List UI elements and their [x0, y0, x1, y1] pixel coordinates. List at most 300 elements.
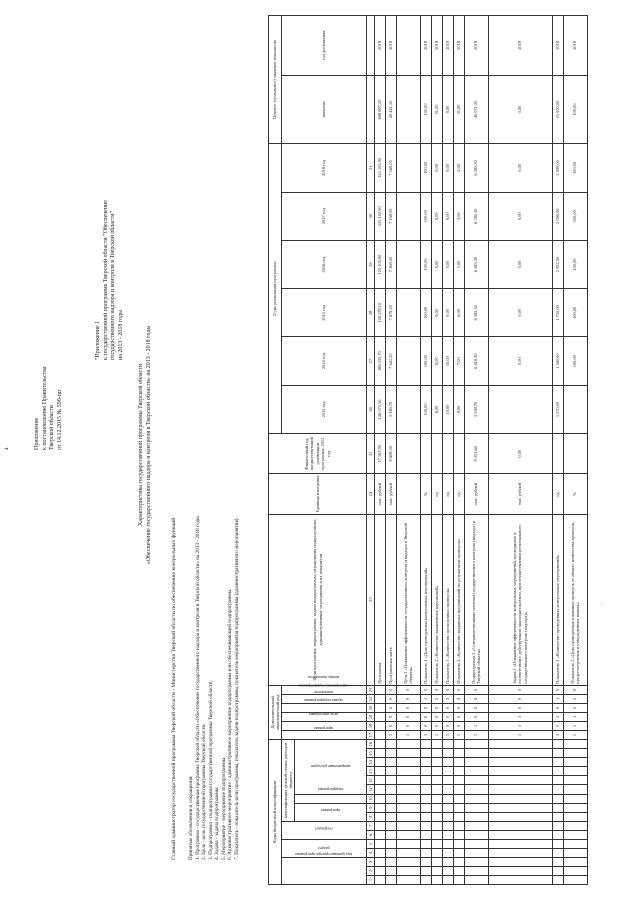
column-number: 2 [367, 866, 375, 875]
code-cell [464, 749, 488, 758]
code-cell [442, 794, 453, 803]
row-2018: 9,00 [442, 144, 453, 192]
code-cell: 1 [563, 712, 587, 721]
row-fin-year: 8 608,30 [385, 434, 396, 474]
cls-program-header: программа [295, 803, 367, 821]
row-year-reach [396, 16, 420, 76]
column-number: 19 [367, 712, 375, 721]
code-cell: 0 [420, 703, 431, 712]
fin-year-header: Финансовый год, предшествующий реализации программы, 2012 год [269, 434, 367, 474]
column-number [367, 16, 375, 76]
program-characteristics-table [268, 15, 588, 885]
appendix-header [34, 190, 64, 450]
razdel-header: раздел [282, 839, 367, 857]
code-cell [464, 758, 488, 767]
code-cell [488, 758, 552, 767]
column-number: 28 [367, 289, 375, 337]
code-cell [396, 848, 420, 857]
row-2015: 128 278,10 [374, 289, 385, 337]
row-2013: 1 570,00 [552, 385, 563, 433]
code-cell [552, 848, 563, 857]
row-2013: 3 338,70 [464, 385, 488, 433]
row-2017 [396, 192, 420, 240]
row-year-reach: 2018 [385, 16, 396, 76]
code-cell: 0 [464, 712, 488, 721]
year-reach-header: год достижения [282, 16, 367, 76]
row-2013 [563, 385, 587, 433]
code-cell [420, 821, 431, 830]
code-cell [563, 767, 587, 776]
row-2013: 126 072,50 [374, 385, 385, 433]
cls-direction-header: направление расходов [295, 740, 367, 794]
code-cell: 0 [453, 712, 464, 721]
appendix-line: Тверской области [49, 405, 55, 450]
row-2018: 9,00 [431, 144, 442, 192]
code-cell [420, 776, 431, 785]
code-cell [420, 812, 431, 821]
code-cell [374, 694, 385, 703]
row-2013 [488, 385, 552, 433]
code-cell [552, 866, 563, 875]
appendix-line: от 14.12.2015 № 590-пп [56, 389, 63, 450]
legend-item: 5. Мероприятие - мероприятие подпрограммы. [220, 756, 227, 860]
row-name: Показатель 2 «Количество выявленных нарушений» [431, 514, 442, 685]
code-cell [420, 875, 431, 884]
row-year-reach: 2018 [374, 16, 385, 76]
code-cell [464, 839, 488, 848]
code-cell [420, 749, 431, 758]
row-2016: 2 092,00 [552, 240, 563, 288]
code-cell [453, 767, 464, 776]
code-cell [385, 821, 396, 830]
code-cell: 0 [431, 685, 442, 694]
row-2017: 2 090,00 [552, 192, 563, 240]
row-2015: 100,00 [563, 289, 587, 337]
code-cell [420, 758, 431, 767]
code-cell [464, 848, 488, 857]
table-row [442, 16, 453, 885]
table-row [396, 16, 420, 885]
code-cell: 0 [464, 694, 488, 703]
legend-item: 2. Цель - цель государственной программы Тверской области. [201, 723, 207, 860]
code-cell: 4 [453, 694, 464, 703]
code-cell [385, 740, 396, 749]
cls-subprogram-header: подпрограмма [295, 794, 367, 803]
row-2015 [396, 289, 420, 337]
table-row [420, 16, 431, 885]
target-header: Целевое (суммарное) значение показателя [269, 16, 282, 144]
row-fin-year [453, 434, 464, 474]
additional-code-header: Дополнительный аналитический код [269, 685, 282, 739]
code-cell: 1 [488, 721, 552, 730]
row-2017: 0,00 [488, 192, 552, 240]
row-fin-year: 0,00 [488, 434, 552, 474]
row-year-reach: 2018 [431, 16, 442, 76]
code-cell [374, 821, 385, 830]
row-name: Программа [374, 514, 385, 685]
table-row [431, 16, 442, 885]
code-cell: 0 [385, 721, 396, 730]
code-cell [552, 794, 563, 803]
code-cell [420, 794, 431, 803]
code-cell: 0 [488, 694, 552, 703]
code-cell [552, 758, 563, 767]
code-cell: 0 [488, 685, 552, 694]
code-cell: 1 [385, 731, 396, 740]
column-number: 31 [367, 144, 375, 192]
row-2013: 8,00 [453, 385, 464, 433]
code-cell [488, 767, 552, 776]
column-number: 4 [367, 848, 375, 857]
appendix1-header [95, 20, 125, 360]
code-cell [431, 830, 442, 839]
row-2015: 6 585,30 [464, 289, 488, 337]
code-cell: 1 [488, 731, 552, 740]
row-2015: 100,00 [420, 289, 431, 337]
code-cell: 0 [396, 712, 420, 721]
code-cell [385, 830, 396, 839]
code-cell [396, 749, 420, 758]
row-2016: 125 105,90 [374, 240, 385, 288]
column-number: 17 [367, 731, 375, 740]
code-cell [431, 866, 442, 875]
row-2016: 6 585,30 [464, 240, 488, 288]
row-target: 11 950,00 [552, 75, 563, 143]
code-cell: 3 [442, 694, 453, 703]
code-cell [374, 758, 385, 767]
code-cell [385, 857, 396, 866]
appendix-line: к постановлению Правительства [41, 366, 48, 450]
code-cell [488, 866, 552, 875]
row-2016: 5,00 [453, 240, 464, 288]
code-cell: 0 [563, 703, 587, 712]
column-number: 16 [367, 740, 375, 749]
code-cell [385, 848, 396, 857]
code-cell: 0 [420, 685, 431, 694]
code-cell [488, 812, 552, 821]
add-indicator-header: показатель [282, 694, 367, 703]
row-2017: 7 168,00 [385, 192, 396, 240]
row-2017: 3,00 [453, 192, 464, 240]
code-cell [552, 839, 563, 848]
code-cell [374, 848, 385, 857]
code-cell [464, 794, 488, 803]
row-2016: 9,00 [431, 240, 442, 288]
code-cell [396, 776, 420, 785]
code-cell [396, 857, 420, 866]
row-2018: 7 168,00 [385, 144, 396, 192]
code-cell [563, 758, 587, 767]
row-year-reach: 2018 [442, 16, 453, 76]
row-target: 100,00 [563, 75, 587, 143]
row-unit [396, 474, 420, 514]
code-cell [385, 803, 396, 812]
years-header: Годы реализации программы [269, 144, 282, 434]
row-fin-year [431, 434, 442, 474]
code-cell: 1 [396, 731, 420, 740]
code-cell [464, 812, 488, 821]
code-cell: 0 [453, 703, 464, 712]
budget-code-header: Коды бюджетной классификации [269, 740, 282, 885]
row-2014: 169 033,70 [374, 337, 385, 385]
code-cell: 0 [431, 712, 442, 721]
title-line-2: «Обеспечение государственного надзора и контроля в Тверской области» на 2013 - 2018 годы [145, 325, 152, 565]
code-cell: 1 [431, 731, 442, 740]
row-2013: 10,00 [442, 385, 453, 433]
column-number: 7 [367, 821, 375, 830]
code-cell [385, 866, 396, 875]
column-number: 15 [367, 749, 375, 758]
row-unit: тыс. рублей [464, 474, 488, 514]
code-cell [552, 857, 563, 866]
code-cell [453, 821, 464, 830]
appendix-line: Приложение [34, 417, 40, 450]
code-cell [385, 776, 396, 785]
code-cell [442, 749, 453, 758]
code-cell [374, 830, 385, 839]
title-line-1: Характеристика государственной программы Тверской области [138, 363, 144, 527]
year-2016-header: 2016 год [282, 240, 367, 288]
code-cell [374, 785, 385, 794]
table-row [552, 16, 563, 885]
row-2018: 2,00 [453, 144, 464, 192]
year-2018-header: 2018 год [282, 144, 367, 192]
code-cell [488, 776, 552, 785]
code-cell [374, 776, 385, 785]
row-unit: ед. [431, 474, 442, 514]
code-cell: 1 [442, 731, 453, 740]
row-2015: 6,00 [453, 289, 464, 337]
row-2013 [396, 385, 420, 433]
column-number: 21 [367, 694, 375, 703]
code-cell [453, 785, 464, 794]
row-name: Подпрограмма 1 «Совершенствование системы государственного контроля (надзора) в Тверской области» [464, 514, 488, 685]
code-cell [453, 875, 464, 884]
code-cell [385, 749, 396, 758]
code-cell [374, 812, 385, 821]
row-2016 [396, 240, 420, 288]
row-year-reach: 2018 [453, 16, 464, 76]
code-cell [453, 830, 464, 839]
code-cell [374, 740, 385, 749]
appendix1-line: "Приложение 1 [95, 320, 101, 360]
add-event-header: мероприятие подпрограммы [282, 703, 367, 712]
code-cell: 1 [552, 712, 563, 721]
code-cell [431, 785, 442, 794]
table-row [374, 16, 385, 885]
code-cell: 0 [385, 685, 396, 694]
row-2014: 9,00 [431, 337, 442, 385]
add-number-header: номер показателя [282, 685, 367, 694]
row-2017: 9,00 [431, 192, 442, 240]
code-cell [442, 767, 453, 776]
code-cell [420, 848, 431, 857]
code-cell [396, 839, 420, 848]
code-cell [552, 776, 563, 785]
row-unit: ед. [442, 474, 453, 514]
code-cell [453, 758, 464, 767]
admin-code-header: код администратора программы [282, 857, 367, 884]
row-2013: 100,00 [420, 385, 431, 433]
code-cell: 1 [552, 721, 563, 730]
code-cell [385, 839, 396, 848]
row-fin-year: 8 351,60 [464, 434, 488, 474]
code-cell [385, 767, 396, 776]
code-cell: 1 [453, 731, 464, 740]
code-cell [374, 839, 385, 848]
code-cell: 0 [442, 685, 453, 694]
column-numbers-row [367, 16, 375, 885]
code-cell [552, 740, 563, 749]
row-name: Задача 1 «Повышение эффективности контрольных мероприятий, проводимых в соответствии с действующим законодательством, при осуществлении регионального государственного контроля (надзора)» [488, 514, 552, 685]
document-title [138, 145, 153, 745]
code-cell [488, 821, 552, 830]
column-number: 18 [367, 721, 375, 730]
code-cell [420, 830, 431, 839]
row-2017: 125 105,90 [374, 192, 385, 240]
table-row [385, 16, 396, 885]
legend-item: 6. Административное мероприятие - административное мероприятие подпрограммы или обеспечивающей подпрограммы. [227, 588, 233, 860]
row-fin-year [420, 434, 431, 474]
row-2014: 0,00 [488, 337, 552, 385]
code-cell [396, 785, 420, 794]
code-cell [563, 749, 587, 758]
code-cell [374, 803, 385, 812]
code-cell [431, 857, 442, 866]
code-cell: 1 [464, 731, 488, 740]
podrazdel-header: подраздел [282, 821, 367, 839]
code-cell [453, 740, 464, 749]
code-cell: 1 [563, 731, 587, 740]
row-unit: тыс. рублей [385, 474, 396, 514]
code-cell [385, 785, 396, 794]
row-2017: 9,00 [442, 192, 453, 240]
row-2017: 100,00 [420, 192, 431, 240]
main-administrator: Главный администратор государственной программы Тверской области - Министерство Тверской области по обеспечению контрольных функций [171, 517, 177, 860]
code-cell [374, 875, 385, 884]
code-cell [431, 740, 442, 749]
code-cell [431, 767, 442, 776]
code-cell: 0 [464, 685, 488, 694]
code-cell [563, 875, 587, 884]
code-cell: 0 [420, 721, 431, 730]
column-number: 10 [367, 794, 375, 803]
row-2016: 7 168,00 [385, 240, 396, 288]
code-cell [374, 731, 385, 740]
row-2014: 7,00 [453, 337, 464, 385]
row-year-reach: 2018 [420, 16, 431, 76]
code-cell: 1 [464, 721, 488, 730]
legend-heading: Принятые обозначения и сокращения: [188, 775, 194, 860]
code-cell: 1 [552, 731, 563, 740]
legend-item: 4. Задача - задача подпрограммы. [214, 786, 220, 860]
code-cell [442, 875, 453, 884]
code-cell [563, 803, 587, 812]
column-number: 9 [367, 803, 375, 812]
code-cell [374, 857, 385, 866]
code-cell [453, 848, 464, 857]
row-2014: 1 560,00 [552, 337, 563, 385]
row-target: 0,00 [488, 75, 552, 143]
code-cell: 0 [464, 703, 488, 712]
table-body [374, 16, 587, 885]
code-cell [420, 767, 431, 776]
column-number: 5 [367, 839, 375, 848]
row-fin-year [563, 434, 587, 474]
code-cell [420, 803, 431, 812]
table-row [563, 16, 587, 885]
code-cell [563, 848, 587, 857]
code-cell [453, 776, 464, 785]
code-cell: 0 [420, 712, 431, 721]
code-cell [431, 848, 442, 857]
code-cell: 1 [420, 731, 431, 740]
column-number: 20 [367, 703, 375, 712]
column-number: 13 [367, 767, 375, 776]
column-number: 14 [367, 758, 375, 767]
table-row [464, 16, 488, 885]
code-cell [563, 857, 587, 866]
code-cell: 1 [420, 694, 431, 703]
row-2018 [396, 144, 420, 192]
code-cell [374, 749, 385, 758]
add-goal-header: цель программы [282, 721, 367, 730]
column-number: 22 [367, 685, 375, 694]
row-2017: 100,00 [563, 192, 587, 240]
row-year-reach: 2018 [488, 16, 552, 76]
code-cell: 0 [385, 712, 396, 721]
row-2013: 6,00 [431, 385, 442, 433]
row-unit: ед. [453, 474, 464, 514]
code-cell [453, 866, 464, 875]
code-cell [431, 812, 442, 821]
row-target: 9,00 [442, 75, 453, 143]
code-cell [374, 712, 385, 721]
code-cell [396, 767, 420, 776]
appendix1-line: к государственной программе Тверской области "Обеспечение [102, 200, 109, 360]
code-cell [431, 803, 442, 812]
row-2014: 7 641,20 [385, 337, 396, 385]
column-number: 8 [367, 812, 375, 821]
code-cell [563, 794, 587, 803]
code-cell [396, 812, 420, 821]
code-cell [488, 857, 552, 866]
row-name: Показатель 1 «Доля проведенных контрольных мероприятий» [420, 514, 431, 685]
code-cell [431, 749, 442, 758]
code-cell: 0 [396, 694, 420, 703]
code-cell [464, 875, 488, 884]
row-2018: 0,00 [488, 144, 552, 192]
value-header: значение [282, 75, 367, 143]
code-cell [563, 776, 587, 785]
row-2013: 3 349,70 [385, 385, 396, 433]
row-name: Показатель 3 «Количество проведенных проверок» [442, 514, 453, 685]
column-number: 12 [367, 776, 375, 785]
code-cell [374, 866, 385, 875]
code-cell [453, 812, 464, 821]
code-cell [385, 758, 396, 767]
code-cell: 0 [453, 721, 464, 730]
code-cell: 2 [431, 694, 442, 703]
code-cell [420, 785, 431, 794]
row-2016: 9,00 [442, 240, 453, 288]
code-cell [488, 740, 552, 749]
column-number: 1 [367, 875, 375, 884]
code-cell [488, 875, 552, 884]
column-number: 29 [367, 240, 375, 288]
column-number: 30 [367, 192, 375, 240]
column-number: 3 [367, 857, 375, 866]
